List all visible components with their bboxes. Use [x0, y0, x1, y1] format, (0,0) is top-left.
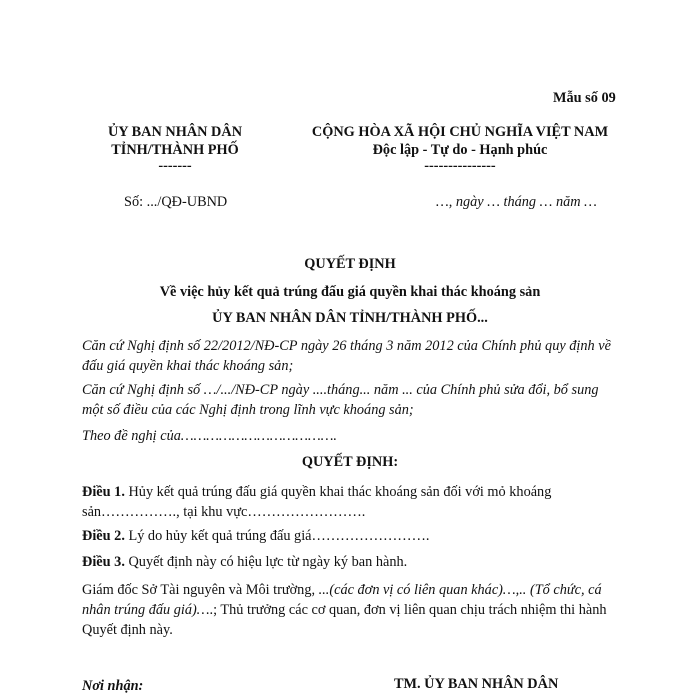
issuer-line-2: TỈNH/THÀNH PHỐ: [111, 142, 239, 158]
article-3: [82, 552, 622, 572]
issuer-line-1: ỦY BAN NHÂN DÂN: [107, 124, 243, 140]
article-text: Hủy kết quả trúng đấu giá quyền khai thác khoáng sản đối với mỏ khoáng sản……………., tại khu vực…………………….: [82, 484, 552, 520]
decision-subject: Về việc hủy kết quả trúng đấu giá quyền khai thác khoáng sản: [159, 284, 541, 300]
article-1: [82, 482, 622, 522]
article-label: Điều 3.: [82, 554, 125, 570]
decision-title: QUYẾT ĐỊNH: [304, 256, 396, 272]
issuing-authority: ỦY BAN NHÂN DÂN TỈNH/THÀNH PHỐ...: [212, 310, 488, 326]
article-label: Điều 1.: [82, 484, 125, 500]
document-date: …, ngày … tháng … năm …: [436, 194, 597, 210]
national-motto: Độc lập - Tự do - Hạnh phúc: [372, 142, 548, 158]
document-number: Số: .../QĐ-UBND: [124, 194, 228, 210]
closing-part-3: .; Thủ trưởng các cơ quan, đơn vị liên quan chịu trách nhiệm thi hành Quyết định này.: [82, 602, 607, 638]
article-text: Lý do hủy kết quả trúng đấu giá…………………….: [124, 528, 430, 544]
article-text: Quyết định này có hiệu lực từ ngày ký ban hành.: [124, 554, 408, 570]
legal-basis-1: Căn cứ Nghị định số 22/2012/NĐ-CP ngày 26 tháng 3 năm 2012 của Chính phủ quy định về đấu giá quyền khai thác khoáng sản;: [82, 338, 611, 374]
proposal-basis: Theo đề nghị của……………………………….: [82, 428, 337, 444]
legal-basis-2: Căn cứ Nghị định số …/.../NĐ-CP ngày ....tháng... năm ... của Chính phủ sửa đổi, bổ sung một số điều của các Nghị định trong lĩnh vực khoáng sản;: [82, 382, 599, 418]
article-label: Điều 2.: [82, 528, 125, 544]
closing-part-2: ...(các đơn vị có liên quan khác)…,.. (Tổ chức, cá nhân trúng đấu giá)…: [82, 582, 602, 618]
issuer-rule: -------: [158, 158, 192, 174]
implementation-clause: [82, 580, 622, 640]
form-number: Mẫu số 09: [553, 90, 616, 106]
national-title: CỘNG HÒA XÃ HỘI CHỦ NGHĨA VIỆT NAM: [311, 124, 609, 140]
national-rule: ---------------: [424, 158, 496, 174]
article-2: [82, 526, 622, 546]
closing-part-1: Giám đốc Sở Tài nguyên và Môi trường,: [82, 582, 319, 598]
recipients-label: Nơi nhận:: [82, 678, 144, 694]
signatory-title: TM. ỦY BAN NHÂN DÂN: [394, 676, 559, 692]
decision-heading: QUYẾT ĐỊNH:: [301, 454, 399, 470]
